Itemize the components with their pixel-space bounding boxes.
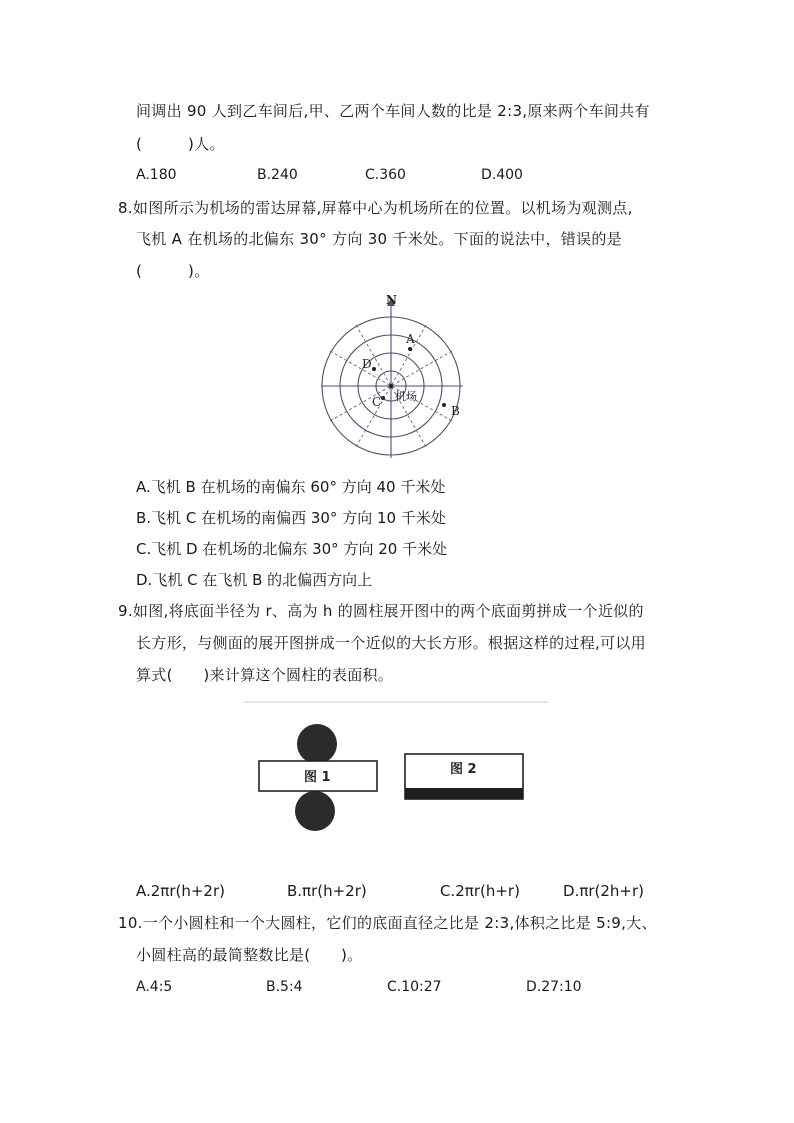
q9-text-line1: 9.如图,将底面半径为 r、高为 h 的圆柱展开图中的两个底面剪拼成一个近似的 — [118, 602, 644, 620]
q8-text-line2: 飞机 A 在机场的北偏东 30° 方向 30 千米处。下面的说法中，错误的是 — [136, 230, 622, 248]
q8-option-a[interactable]: A.飞机 B 在机场的南偏东 60° 方向 40 千米处 — [136, 478, 446, 496]
point-b-label: B — [451, 404, 460, 418]
q7-option-d[interactable]: D.400 — [481, 167, 523, 183]
q10-option-a[interactable]: A.4:5 — [136, 979, 173, 995]
cylinder-net-figure — [240, 698, 552, 838]
q10-option-c[interactable]: C.10:27 — [387, 979, 442, 995]
q8-option-c[interactable]: C.飞机 D 在机场的北偏东 30° 方向 20 千米处 — [136, 540, 448, 558]
q9-option-d[interactable]: D.πr(2h+r) — [563, 882, 645, 900]
airport-label: 机场 — [395, 390, 417, 403]
q7-option-b[interactable]: B.240 — [257, 167, 298, 183]
point-a-label: A — [406, 332, 415, 346]
point-c-label: C — [372, 395, 382, 409]
q9-text-line3: 算式( )来计算这个圆柱的表面积。 — [136, 666, 394, 684]
q8-option-d[interactable]: D.飞机 C 在飞机 B 的北偏西方向上 — [136, 571, 373, 589]
q7-option-c[interactable]: C.360 — [365, 167, 406, 183]
figure-1-label: 图 1 — [304, 770, 331, 785]
q8-option-b[interactable]: B.飞机 C 在机场的南偏西 30° 方向 10 千米处 — [136, 509, 446, 527]
q10-option-d[interactable]: D.27:10 — [526, 979, 582, 995]
q8-text-line1: 8.如图所示为机场的雷达屏幕,屏幕中心为机场所在的位置。以机场为观测点, — [118, 199, 633, 217]
north-label: N — [386, 293, 397, 307]
q10-text-line2: 小圆柱高的最简整数比是( )。 — [136, 946, 363, 964]
q10-option-b[interactable]: B.5:4 — [266, 979, 303, 995]
radar-figure — [315, 292, 475, 462]
q10-text-line1: 10.一个小圆柱和一个大圆柱，它们的底面直径之比是 2:3,体积之比是 5:9,大、 — [118, 914, 657, 932]
figure-2-label: 图 2 — [450, 762, 477, 777]
point-d-label: D — [362, 357, 372, 371]
q8-text-line3: ( )。 — [136, 262, 210, 280]
q7-option-a[interactable]: A.180 — [136, 167, 177, 183]
q9-text-line2: 长方形，与侧面的展开图拼成一个近似的大长方形。根据这样的过程,可以用 — [136, 634, 646, 652]
q7-text-line2: ( )人。 — [136, 135, 225, 153]
q9-option-a[interactable]: A.2πr(h+2r) — [136, 882, 225, 900]
q9-option-c[interactable]: C.2πr(h+r) — [440, 882, 520, 900]
q9-option-b[interactable]: B.πr(h+2r) — [287, 882, 367, 900]
q7-text-line1: 间调出 90 人到乙车间后,甲、乙两个车间人数的比是 2:3,原来两个车间共有 — [136, 102, 650, 120]
